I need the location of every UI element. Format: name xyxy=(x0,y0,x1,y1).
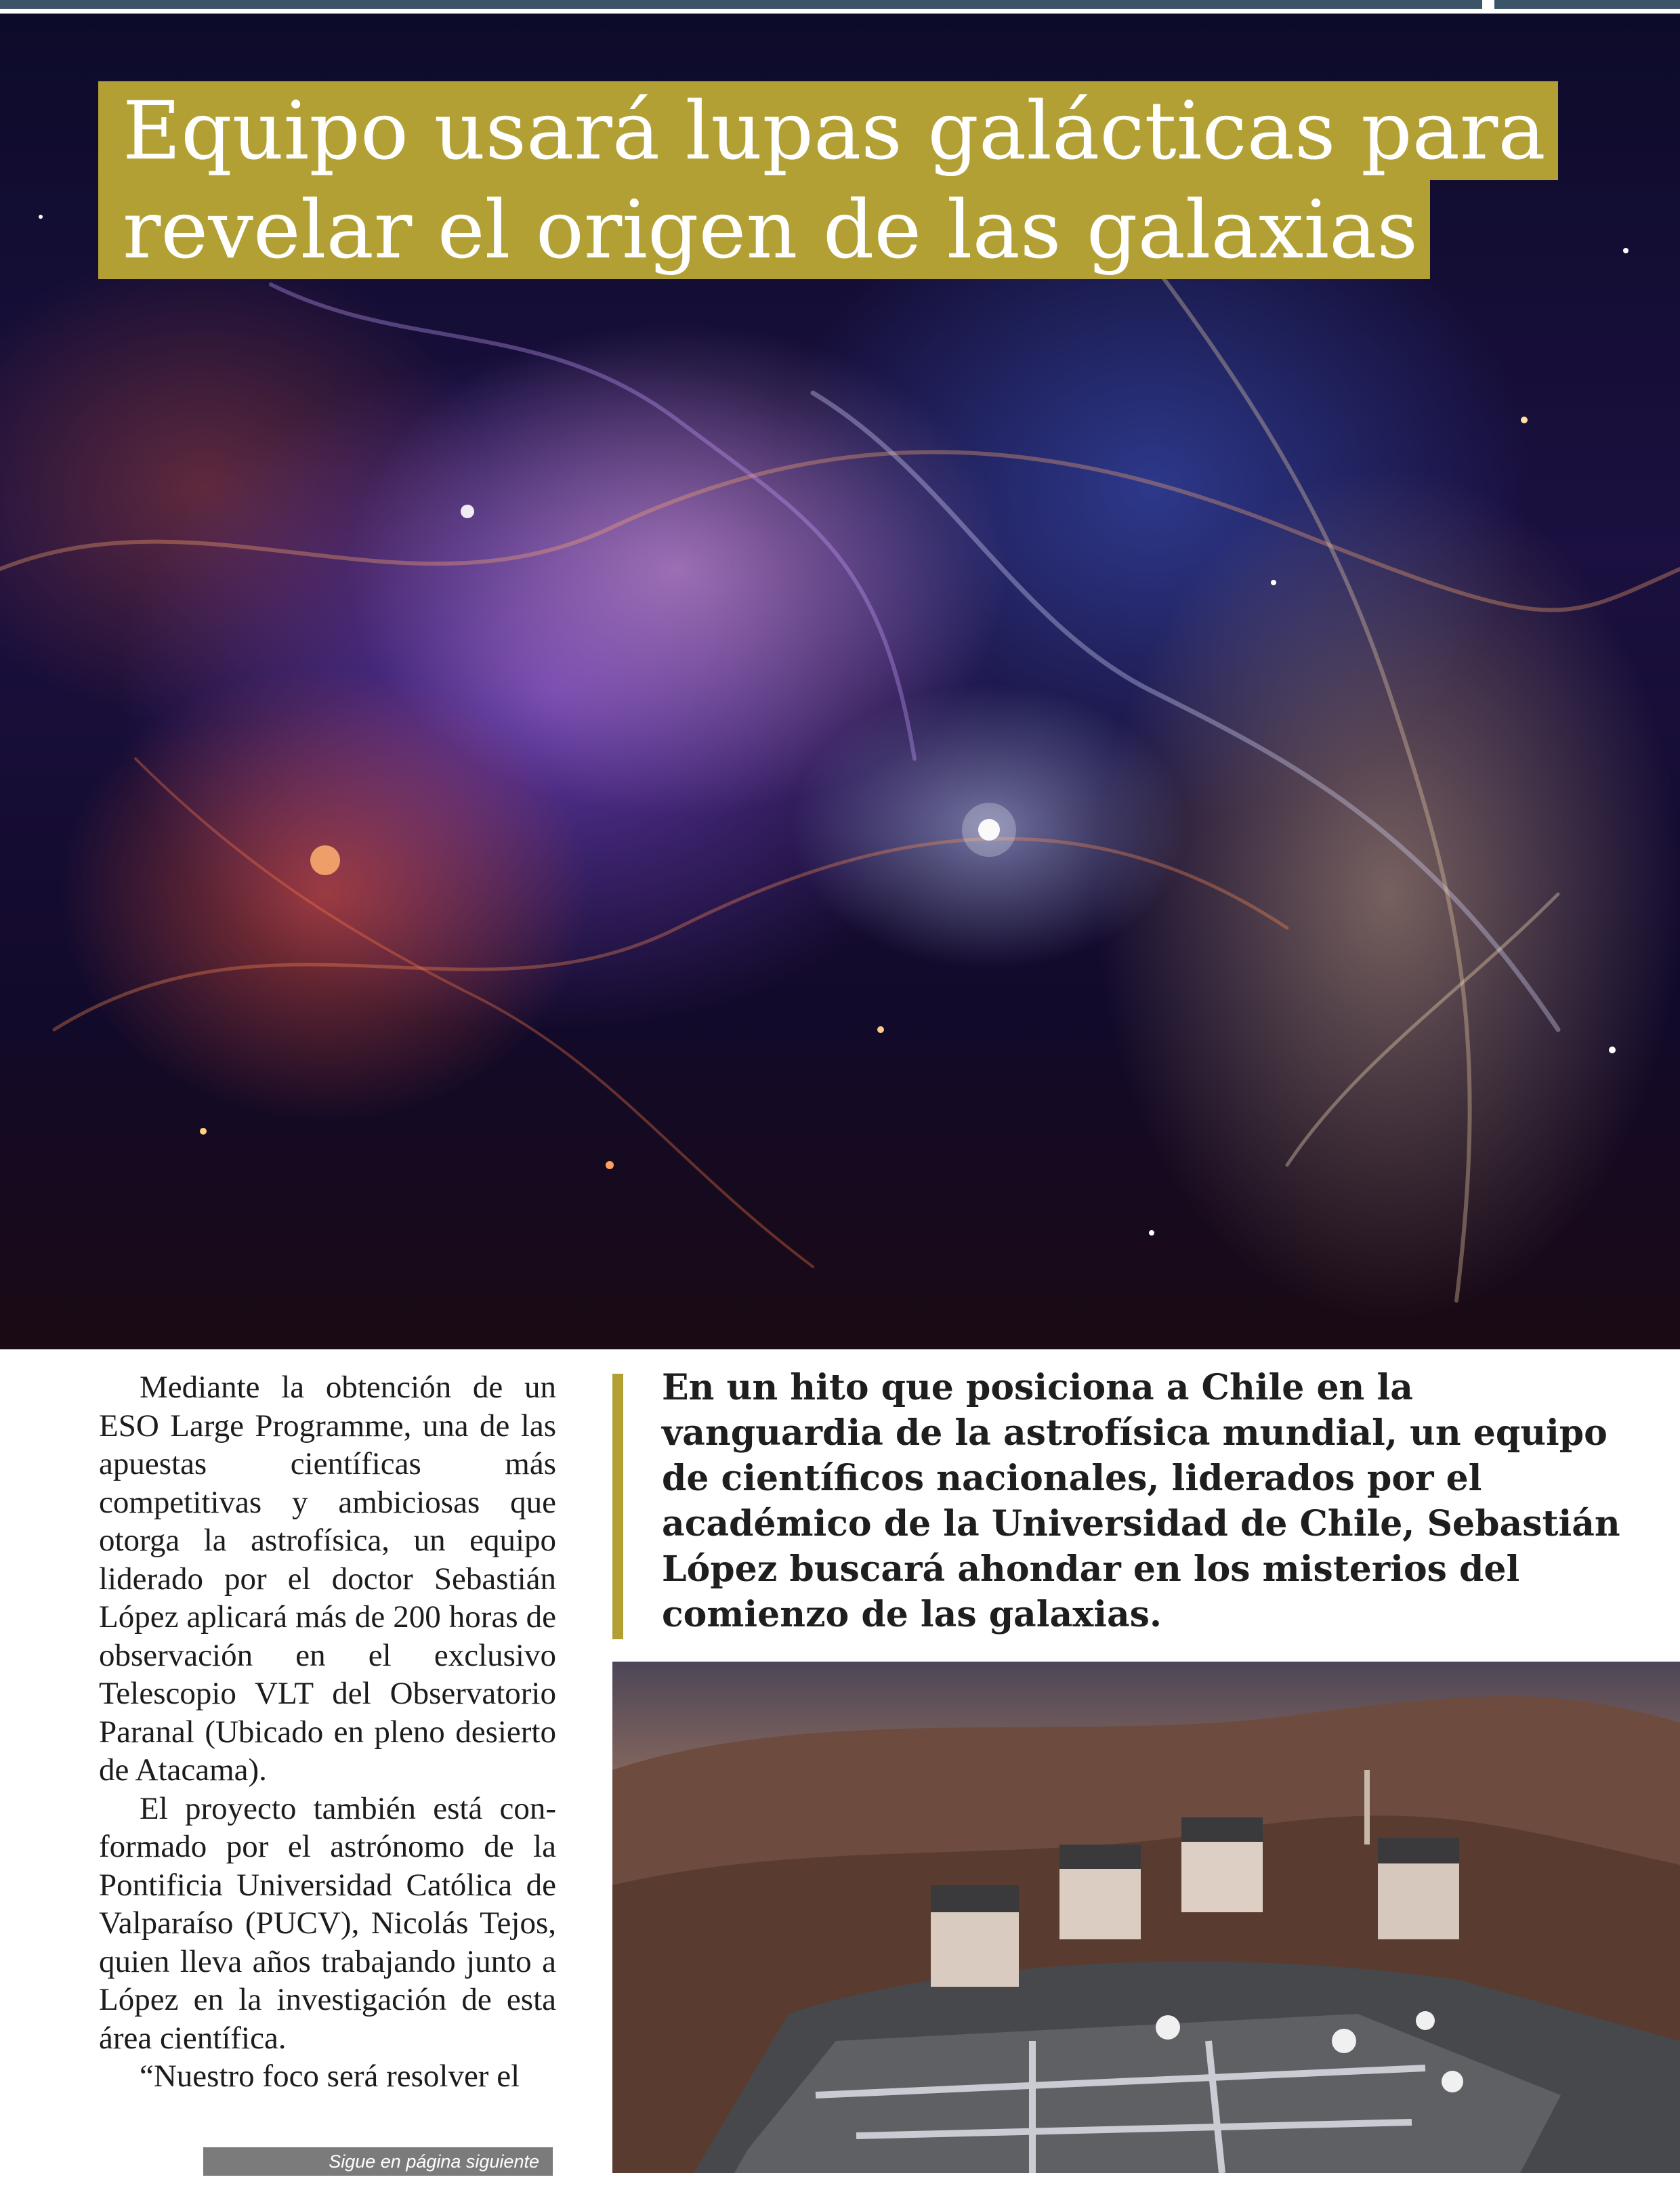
body-paragraph-2: El proyecto también está conformado por el astrónomo de la Pontificia Universidad Católica de Valparaíso (PUCV), Nicolás Tejos, quien lleva años trabajando junto a López en la investigación de esta área científica. xyxy=(99,1790,556,2056)
top-rule-left xyxy=(0,0,1482,9)
lead-paragraph: En un hito que posiciona a Chile en la vanguardia de la astrofísica mundial, un equipo de científicos nacionales, liderados por el académico de la Universidad de Chile, Sebastián López buscará ahondar en los misterios del comienzo de las galaxias. xyxy=(662,1367,1620,1635)
body-paragraph-3: “Nuestro foco será resolver el xyxy=(140,2059,520,2094)
body-paragraph-1: Mediante la obtención de un ESO Large Programme, una de las apuestas científicas más competitivas y ambiciosas que otorga la astrofísica, un equipo liderado por el doctor Sebastián López aplicará más de 200 horas de observación en el exclusivo Telescopio VLT del Observatorio Paranal (Ubicado en pleno desierto de Atacama). xyxy=(99,1370,556,1788)
headline-line-1: Equipo usará lupas galácticas para xyxy=(98,81,1558,180)
article-body xyxy=(99,1368,556,2096)
top-rule xyxy=(0,0,1680,14)
observatory-photo xyxy=(612,1662,1680,2173)
continue-on-next-page-label: Sigue en página siguiente xyxy=(203,2147,553,2176)
headline xyxy=(98,81,1558,279)
headline-line-2: revelar el origen de las galaxias xyxy=(98,180,1430,279)
observatory-illustration xyxy=(612,1662,1680,2173)
lead-accent-rule xyxy=(612,1374,623,1639)
top-rule-right xyxy=(1494,0,1680,9)
nebula-hero-image xyxy=(0,14,1680,1349)
